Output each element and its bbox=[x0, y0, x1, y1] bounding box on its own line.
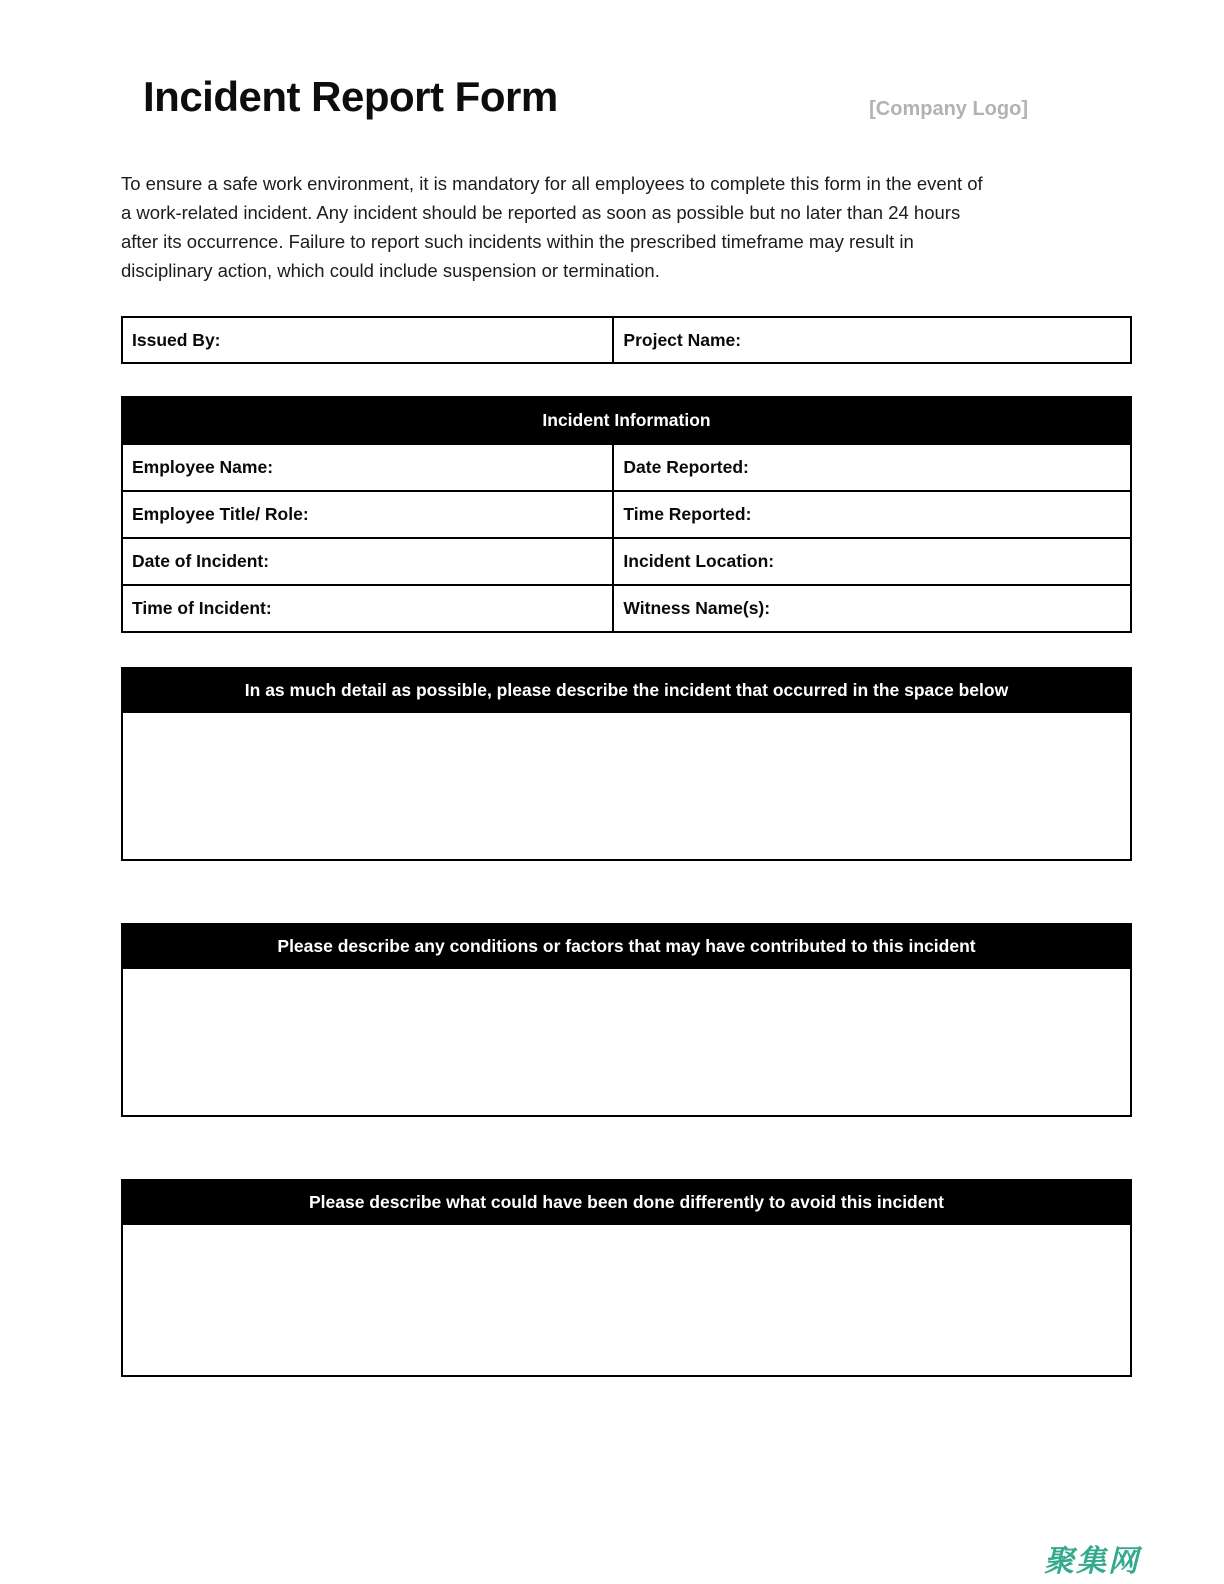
contributing-factors-section bbox=[121, 923, 1132, 1117]
contributing-factors-input[interactable] bbox=[121, 969, 1132, 1117]
intro-line: disciplinary action, which could include suspension or termination. bbox=[121, 260, 660, 281]
prevention-input[interactable] bbox=[121, 1225, 1132, 1377]
time-reported-label: Time Reported: bbox=[623, 504, 752, 524]
contributing-factors-header: Please describe any conditions or factors that may have contributed to this incident bbox=[121, 923, 1132, 969]
project-name-field[interactable] bbox=[614, 318, 1130, 362]
issued-by-label: Issued By: bbox=[132, 329, 221, 350]
employee-name-label: Employee Name: bbox=[132, 457, 274, 477]
time-reported-field[interactable] bbox=[614, 492, 1130, 537]
table-row bbox=[123, 490, 1130, 537]
employee-title-label: Employee Title/ Role: bbox=[132, 504, 309, 524]
issued-by-field[interactable] bbox=[123, 318, 614, 362]
intro-line: To ensure a safe work environment, it is mandatory for all employees to complete this form in the event of bbox=[121, 173, 983, 194]
incident-description-section bbox=[121, 667, 1132, 861]
issuer-table bbox=[121, 316, 1132, 364]
incident-description-header: In as much detail as possible, please describe the incident that occurred in the space below bbox=[121, 667, 1132, 713]
incident-info-header: Incident Information bbox=[123, 398, 1130, 443]
employee-title-field[interactable] bbox=[123, 492, 614, 537]
prevention-header: Please describe what could have been done differently to avoid this incident bbox=[121, 1179, 1132, 1225]
incident-location-field[interactable] bbox=[614, 539, 1130, 584]
intro-paragraph bbox=[121, 169, 1132, 285]
page-content bbox=[121, 0, 1132, 1377]
company-logo-placeholder: [Company Logo] bbox=[869, 98, 1028, 120]
employee-name-field[interactable] bbox=[123, 445, 614, 490]
date-of-incident-label: Date of Incident: bbox=[132, 551, 270, 571]
project-name-label: Project Name: bbox=[623, 329, 742, 350]
time-of-incident-field[interactable] bbox=[123, 586, 614, 631]
time-of-incident-label: Time of Incident: bbox=[132, 598, 272, 618]
page-title: Incident Report Form bbox=[143, 73, 558, 120]
incident-info-table bbox=[121, 396, 1132, 633]
table-row bbox=[123, 537, 1130, 584]
incident-description-input[interactable] bbox=[121, 713, 1132, 861]
document-header bbox=[121, 0, 1132, 121]
date-reported-field[interactable] bbox=[614, 445, 1130, 490]
witness-names-field[interactable] bbox=[614, 586, 1130, 631]
date-reported-label: Date Reported: bbox=[623, 457, 749, 477]
witness-names-label: Witness Name(s): bbox=[623, 598, 771, 618]
date-of-incident-field[interactable] bbox=[123, 539, 614, 584]
table-row bbox=[123, 443, 1130, 490]
table-row bbox=[123, 584, 1130, 631]
intro-line: after its occurrence. Failure to report such incidents within the prescribed timeframe may result in bbox=[121, 231, 914, 252]
incident-location-label: Incident Location: bbox=[623, 551, 775, 571]
intro-line: a work-related incident. Any incident should be reported as soon as possible but no later than 24 hours bbox=[121, 202, 961, 223]
prevention-section bbox=[121, 1179, 1132, 1377]
site-watermark: 聚集网 bbox=[1044, 1545, 1140, 1578]
